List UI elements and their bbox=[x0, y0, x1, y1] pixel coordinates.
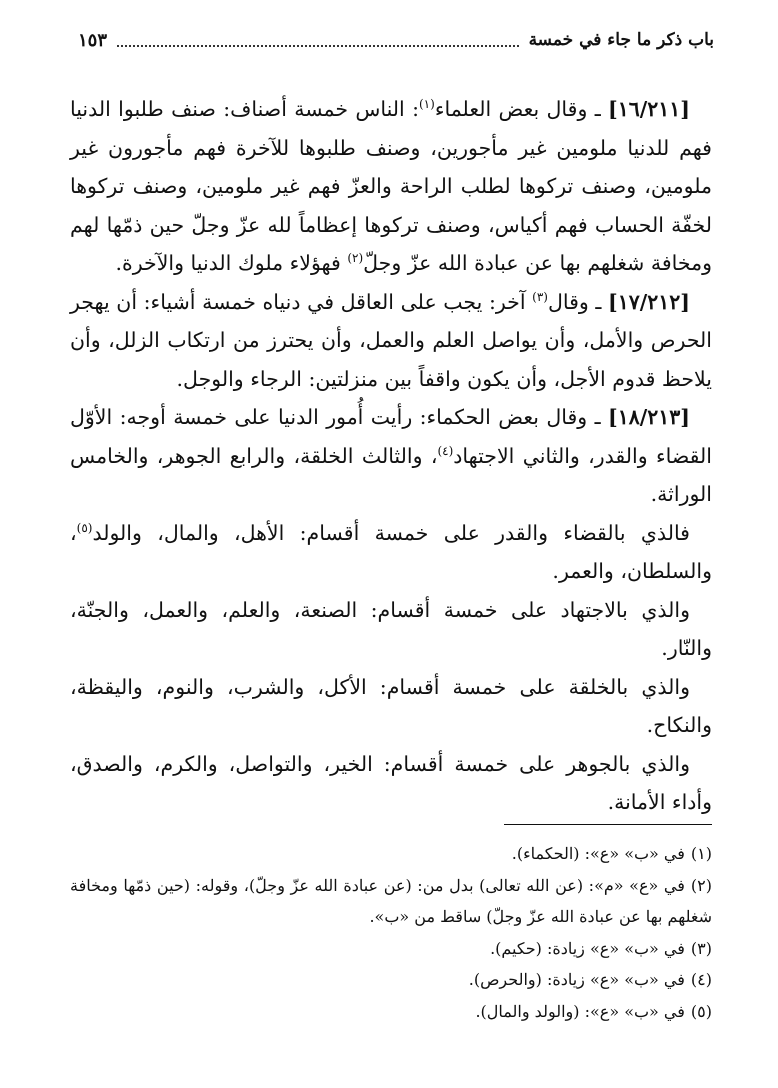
footnote-5 bbox=[70, 996, 712, 1028]
footnote-marker: (١) bbox=[418, 97, 435, 112]
footnote-text: في «ع» «م»: (عن الله تعالى) بدل من: (عن عبادة الله عزّ وجلّ)، وقوله: (حين ذمّها ومخافة شغلهم بها عن عبادة الله عزّ وجلّ) ساقط من «ب». bbox=[70, 875, 712, 926]
paragraph-text: فهؤلاء ملوك الدنيا والآخرة. bbox=[115, 251, 348, 275]
footnote-text: في «ب» «ع» زيادة: (والحرص). bbox=[468, 970, 685, 989]
header-dot-leader bbox=[117, 33, 519, 47]
footnote-text: في «ب» «ع»: (الحكماء). bbox=[511, 844, 685, 863]
paragraph-text: آخر: يجب على العاقل في دنياه خمسة أشياء: أن يهجر الحرص والأمل، وأن يواصل العلم والعمل، وأن يحترز من ارتكاب الزلل، وأن يلاحظ قدوم الأجل، وأن يكون واقفاً بين منزلتين: الرجاء والوجل. bbox=[70, 289, 712, 391]
footnote-number: (٥) bbox=[690, 1001, 712, 1021]
footnote-marker: (٢) bbox=[347, 251, 364, 266]
footnote-1 bbox=[70, 838, 712, 870]
paragraph-text: ـ وقال بعض العلماء bbox=[434, 97, 601, 121]
paragraph-text: والذي بالاجتهاد على خمسة أقسام: الصنعة، والعلم، والعمل، والجنّة، والنّار. bbox=[70, 597, 712, 660]
paragraph-text: ، والثالث الخلقة، والرابع الجوهر، والخامس الوراثة. bbox=[70, 443, 712, 506]
footnote-2 bbox=[70, 870, 712, 933]
footnote-text: في «ب» «ع» زيادة: (حكيم). bbox=[490, 938, 685, 958]
footnote-number: (١) bbox=[690, 844, 712, 863]
footnote-number: (٢) bbox=[690, 875, 712, 895]
paragraph-text: والذي بالجوهر على خمسة أقسام: الخير، والتواصل، والكرم، والصدق، وأداء الأمانة. bbox=[70, 751, 712, 814]
paragraph-effort bbox=[70, 591, 712, 668]
paragraph-text: ـ وقال bbox=[547, 289, 602, 314]
paragraph-text: فالذي بالقضاء والقدر على خمسة أقسام: الأهل، والمال، والولد bbox=[92, 520, 690, 545]
entry-reference: [١٧/٢١٢] bbox=[608, 289, 690, 314]
running-header bbox=[78, 26, 714, 54]
paragraph-destiny bbox=[70, 514, 712, 591]
footnote-marker: (٣) bbox=[532, 289, 548, 304]
footnote-marker: (٥) bbox=[76, 520, 93, 535]
footnote-text: في «ب» «ع»: (والولد والمال). bbox=[475, 1001, 685, 1021]
footnote-divider bbox=[504, 824, 712, 825]
footnote-3 bbox=[70, 933, 712, 965]
paragraph-211 bbox=[70, 90, 712, 283]
paragraph-creation bbox=[70, 668, 712, 745]
footnote-number: (٣) bbox=[690, 938, 712, 958]
footnote-marker: (٤) bbox=[437, 443, 454, 458]
entry-reference: [١٨/٢١٣] bbox=[608, 405, 690, 429]
footnote-number: (٤) bbox=[690, 970, 712, 989]
paragraph-essence bbox=[70, 745, 712, 822]
paragraph-213 bbox=[70, 398, 712, 514]
footnote-4 bbox=[70, 964, 712, 996]
paragraph-text: ، والسلطان، والعمر. bbox=[70, 520, 712, 583]
paragraph-text: : الناس خمسة أصناف: صنف طلبوا الدنيا فهم للدنيا ملومين غير مأجورين، وصنف طلبوها للآخرة فهم مأجورون غير ملومين، وصنف تركوها لطلب الراحة والعزّ فهم غير ملومين، وصنف تركوها لخفّة الحساب فهم أكياس، وصنف تركوها إعظاماً لله عزّ وجلّ حين ذمّها لهم ومخافة شغلهم بها عن عبادة الله عزّ وجلّ bbox=[70, 97, 712, 275]
page-number: ١٥٣ bbox=[78, 29, 108, 51]
entry-reference: [١٦/٢١١] bbox=[608, 97, 690, 121]
paragraph-text: والذي بالخلقة على خمسة أقسام: الأكل، والشرب، والنوم، واليقظة، والنكاح. bbox=[70, 674, 712, 737]
paragraph-212 bbox=[70, 283, 712, 399]
main-text bbox=[70, 90, 712, 822]
paragraph-text: ـ وقال بعض الحكماء: رأيت أُمور الدنيا على خمسة أوجه: الأوّل القضاء والقدر، والثاني الاجتهاد bbox=[70, 405, 712, 468]
chapter-title: باب ذكر ما جاء في خمسة bbox=[528, 30, 714, 50]
footnotes bbox=[70, 838, 712, 1027]
